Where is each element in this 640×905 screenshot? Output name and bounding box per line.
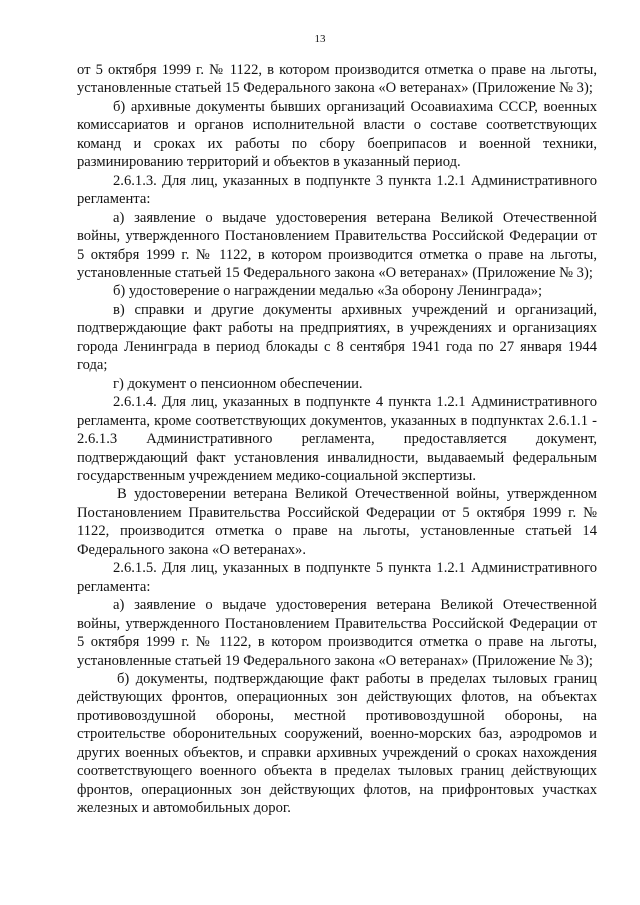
paragraph-continuation: от 5 октября 1999 г. № 1122, в котором производится отметка о праве на льготы, установленные статьей 15 Федерального закона «О ветеранах» (Приложение № 3); bbox=[77, 62, 597, 97]
paragraph-item-v-certificates: в) справки и другие документы архивных учреждений и организаций, подтверждающие факт работы на предприятиях, в учреждениях и организациях города Ленинграда в период блокады с 8 сентября 1941 года по 27 января 1944 года; bbox=[77, 301, 597, 374]
paragraph-item-a-application: а) заявление о выдаче удостоверения ветерана Великой Отечественной войны, утвержденного Постановлением Правительства Российской Федерации от 5 октября 1999 г. № 1122, в котором производится отметка о праве на льготы, установленные статьей 15 Федерального закона «О ветеранах» (Приложение № 3); bbox=[77, 209, 597, 281]
page-number: 13 bbox=[314, 33, 326, 45]
paragraph-section-2-6-1-5: 2.6.1.5. Для лиц, указанных в подпункте 5 пункта 1.2.1 Административного регламента: bbox=[77, 560, 597, 595]
paragraph-item-b-medal: б) удостоверение о награждении медалью «За оборону Ленинграда»; bbox=[113, 283, 543, 300]
document-body bbox=[77, 61, 597, 818]
paragraph-veteran-certificate-note: В удостоверении ветерана Великой Отечественной войны, утвержденном Постановлением Правительства Российской Федерации от 5 октября 1999 г. № 1122, производится отметка о праве на льготы, установленные статьей 14 Федерального закона «О ветеранах». bbox=[77, 486, 597, 558]
paragraph-item-b-work-documents: б) документы, подтверждающие факт работы в пределах тыловых границ действующих фронтов, операционных зон действующих флотов, на объектах противовоздушной обороны, местной противовоздушной обороны, на строительстве оборонительных сооружений, военно-морских баз, аэродромов и других военных объектов, и справки архивных учреждений о сроках нахождения соответствующего военного объекта в пределах тыловых границ действующих фронтов, операционных зон действующих флотов, на прифронтовых участках железных и автомобильных дорог. bbox=[77, 670, 597, 817]
paragraph-item-a-application-19: а) заявление о выдаче удостоверения ветерана Великой Отечественной войны, утвержденного Постановлением Правительства Российской Федерации от 5 октября 1999 г. № 1122, в котором производится отметка о праве на льготы, установленные статьей 19 Федерального закона «О ветеранах» (Приложение № 3); bbox=[77, 597, 597, 669]
paragraph-item-b-archives: б) архивные документы бывших организаций Осоавиахима СССР, военных комиссариатов и органов исполнительной власти о составе соответствующих команд и сроках их работы по сбору боеприпасов и военной техники, разминированию территорий и объектов в указанный период. bbox=[77, 98, 597, 171]
paragraph-section-2-6-1-3: 2.6.1.3. Для лиц, указанных в подпункте 3 пункта 1.2.1 Административного регламента: bbox=[77, 172, 597, 208]
paragraph-section-2-6-1-4: 2.6.1.4. Для лиц, указанных в подпункте 4 пункта 1.2.1 Административного регламента, кроме соответствующих документов, указанных в подпунктах 2.6.1.1 - 2.6.1.3 Административного регламента, предоставляется документ, подтверждающий факт установления инвалидности, выдаваемый федеральным государственным учреждением медико-социальной экспертизы. bbox=[77, 394, 597, 484]
paragraph-item-g-pension: г) документ о пенсионном обеспечении. bbox=[113, 375, 363, 392]
